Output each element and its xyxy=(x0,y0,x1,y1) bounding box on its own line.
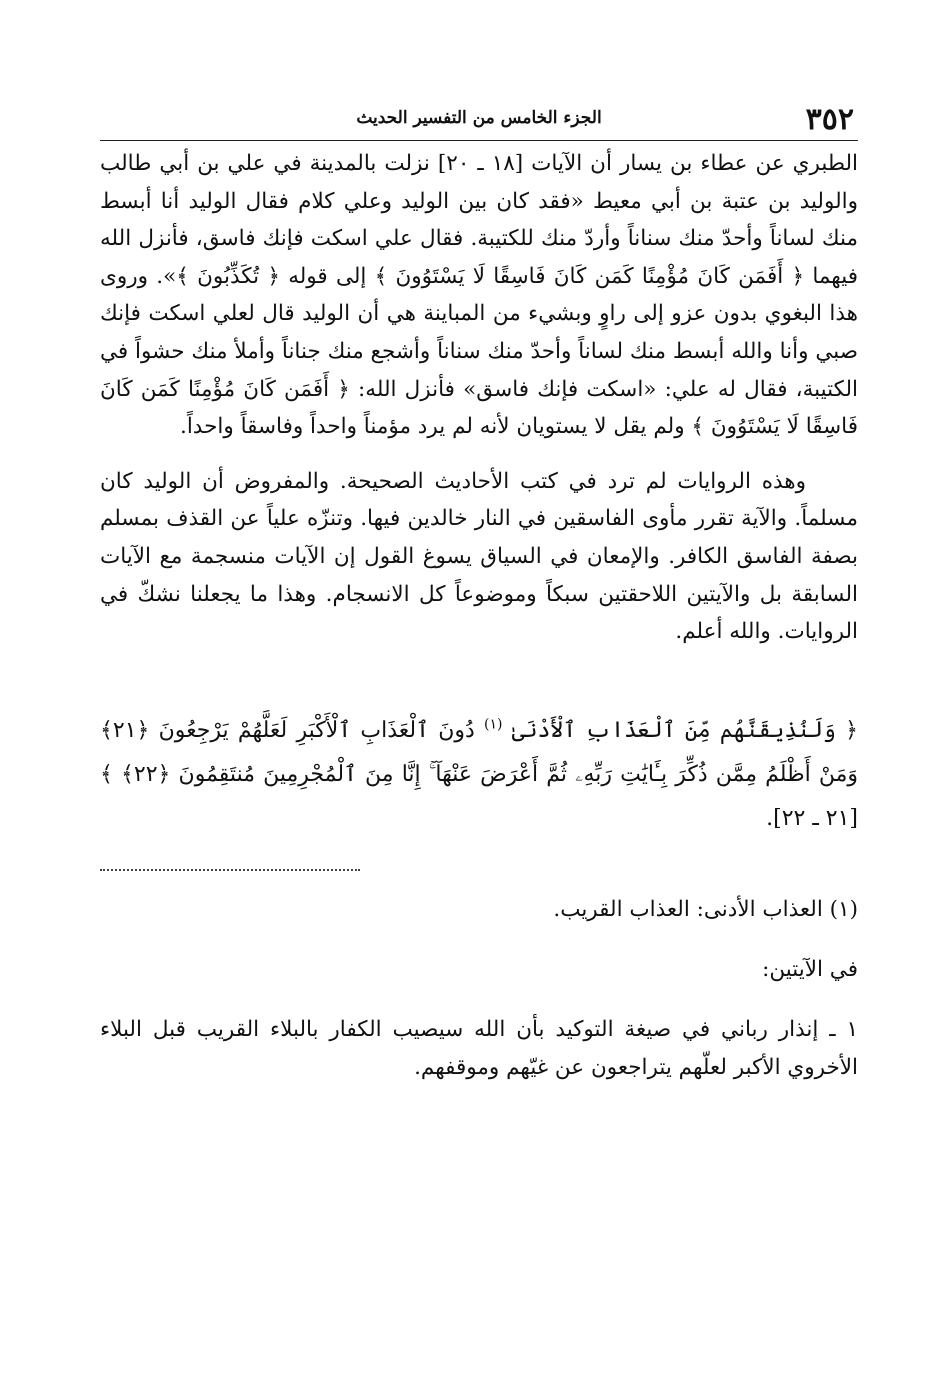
page-number: ٣٥٢ xyxy=(805,102,854,137)
page-header xyxy=(100,100,858,141)
list-item: ١ ـ إنذار رباني في صيغة التوكيد بأن الله سيصيب الكفار بالبلاء القريب قبل البلاء الأخروي الأكبر لعلّهم يتراجعون عن غيّهم وموقفهم. xyxy=(100,1016,858,1080)
running-title: الجزء الخامس من التفسير الحديث xyxy=(356,108,602,128)
paragraph-narration: الطبري عن عطاء بن يسار أن الآيات [١٨ ـ ٢٠] نزلت بالمدينة في علي بن أبي طالب والوليد بن عتبة بن أبي معيط «فقد كان بين الوليد وعلي كلام فقال الوليد أنا أبسط منك لساناً وأحدّ منك سناناً وأردّ منك للكتيبة. فقال علي اسكت فإنك فاسق، فأنزل الله فيهما ﴿ أَفَمَن كَانَ مُؤْمِنًا كَمَن كَانَ فَاسِقًا لَا يَسْتَوُونَ ﴾ إلى قوله ﴿ تُكَذِّبُونَ ﴾». وروى هذا البغوي بدون عزو إلى راوٍ وبشيء من المباينة هي أن الوليد قال لعلي اسكت فإنك صبي وأنا والله أبسط منك لساناً وأحدّ منك سناناً وأشجع منك جناناً وأملأ منك حشواً في الكتيبة، فقال له علي: «اسكت فإنك فاسق» فأنزل الله: ﴿ أَفَمَن كَانَ مُؤْمِنًا كَمَن كَانَ فَاسِقًا لَا يَسْتَوُونَ ﴾ ولم يقل لا يستويان لأنه لم يرد مؤمناً واحداً وفاسقاً واحداً. xyxy=(99,151,859,440)
book-page xyxy=(100,100,858,1108)
footnote-separator xyxy=(100,869,360,871)
footnote: (١) العذاب الأدنى: العذاب القريب. xyxy=(553,896,858,922)
quran-verses xyxy=(100,709,858,841)
quran-verse-part-1: ﴿ وَلَنُذِيقَنَّهُم مِّنَ ٱلْعَذَابِ ٱلْأَدْنَىٰ xyxy=(511,717,858,743)
footnote-marker: (١) xyxy=(484,716,503,733)
section-subheading: في الآيتين: xyxy=(762,956,858,982)
verse-reference: [٢١ ـ ٢٢]. xyxy=(766,805,858,831)
quran-verse-part-2: دُونَ ٱلْعَذَابِ ٱلْأَكْبَرِ لَعَلَّهُمْ يَرْجِعُونَ ﴿٢١﴾ وَمَنْ أَظْلَمُ مِمَّن ذُكِّرَ بِـَٔايَٰتِ رَبِّهِۦ ثُمَّ أَعْرَضَ عَنْهَآ ۚ إِنَّا مِنَ ٱلْمُجْرِمِينَ مُنتَقِمُونَ ﴿٢٢﴾ ﴾ xyxy=(100,717,858,787)
paragraph-commentary: وهذه الروايات لم ترد في كتب الأحاديث الصحيحة. والمفروض أن الوليد كان مسلماً. والآية تقرر مأوى الفاسقين في النار خالدين فيها. وتنزّه علياً عن القذف بمسلم بصفة الفاسق الكافر. والإمعان في السياق يسوغ القول إن الآيات منسجمة مع الآيات السابقة بل والآيتين اللاحقتين سبكاً وموضوعاً كل الانسجام. وهذا ما يجعلنا نشكّ في الروايات. والله أعلم. xyxy=(100,468,858,645)
body-text xyxy=(100,145,858,651)
quran-verse-text xyxy=(100,709,858,841)
